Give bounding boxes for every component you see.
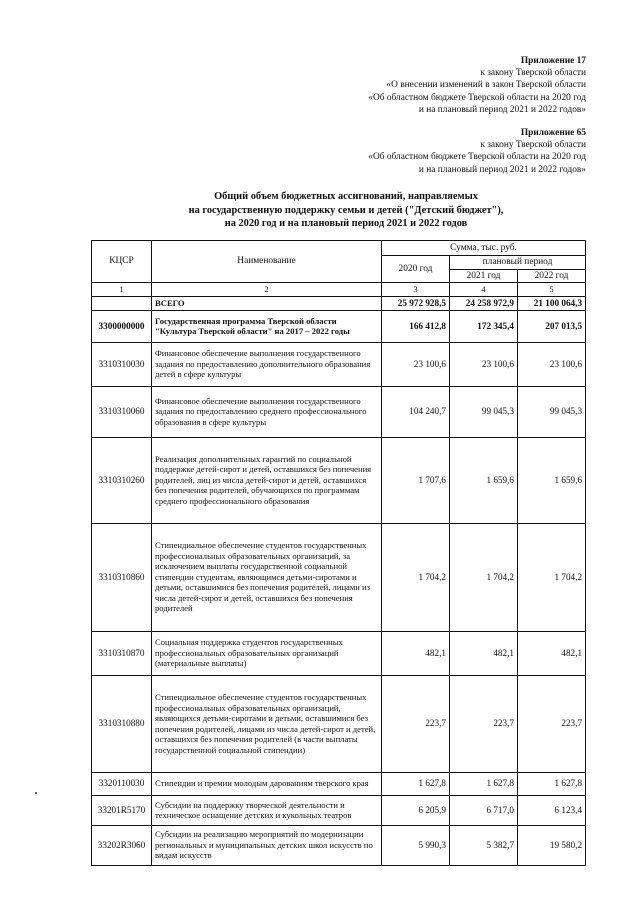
row-name: Государственная программа Тверской области "Культура Тверской области" на 2017 – 2022 годы [152,310,382,342]
row-value-2022: 223,7 [518,675,586,772]
row-value-2022: 482,1 [518,631,586,675]
row-code: 3300000000 [92,310,152,342]
document-title-line: Общий объем бюджетных ассигнований, направляемых [214,191,478,202]
row-value-2021: 24 258 972,9 [450,296,518,310]
row-code [92,296,152,310]
row-value-2021: 1 659,6 [450,437,518,523]
column-index-row [92,283,586,297]
row-name: Финансовое обеспечение выполнения государственного задания по предоставлению среднего профессионального образования в сфере культуры [152,386,382,437]
row-value-2020: 1 627,8 [382,772,450,795]
row-value-2021: 1 627,8 [450,772,518,795]
row-name: Стипендиальное обеспечение студентов государственных профессиональных образовательных организаций, являющихся детьми-сиротами и детьми, оставшимися без попечения родителей, лицами из числа детей-сирот и детей, оставшихся без попечения родителей (в части выплаты государственной социальной стипендии) [152,675,382,772]
appendix-17-title: Приложение 17 [520,56,586,66]
row-value-2021: 6 717,0 [450,795,518,825]
row-value-2022: 99 045,3 [518,386,586,437]
row-value-2020: 166 412,8 [382,310,450,342]
row-value-2021: 223,7 [450,675,518,772]
row-value-2022: 1 627,8 [518,772,586,795]
row-name: Стипендии и премии молодым дарованиям тверского края [152,772,382,795]
document-title [96,190,596,231]
row-value-2020: 104 240,7 [382,386,450,437]
table-row [92,675,586,772]
row-value-2022: 6 123,4 [518,795,586,825]
scan-speck [35,792,37,794]
table-row [92,825,586,865]
row-code: 3310310870 [92,631,152,675]
row-code: 3310310030 [92,342,152,386]
column-index: 4 [450,283,518,297]
appendix-17-line: «О внесении изменений в закон Тверской области [386,80,586,91]
header-name: Наименование [152,241,382,283]
header-year-2022: 2022 год [518,269,586,283]
header-year-2020: 2020 год [382,256,450,283]
row-name: Социальная поддержка студентов государственных профессиональных образовательных организаций (материальные выплаты) [152,631,382,675]
appendix-17-line: к закону Тверской области [480,68,586,79]
header-sum: Сумма, тыс. руб. [382,241,586,256]
row-value-2020: 1 704,2 [382,523,450,631]
row-value-2022: 1 659,6 [518,437,586,523]
table-row [92,772,586,795]
row-value-2020: 1 707,6 [382,437,450,523]
table-row [92,437,586,523]
row-value-2021: 23 100,6 [450,342,518,386]
appendix-65-line: и на плановый период 2021 и 2022 годов» [418,164,586,175]
table-row [92,310,586,342]
row-value-2021: 99 045,3 [450,386,518,437]
row-value-2020: 5 990,3 [382,825,450,865]
row-value-2020: 223,7 [382,675,450,772]
row-value-2022: 21 100 064,3 [518,296,586,310]
row-value-2020: 25 972 928,5 [382,296,450,310]
appendix-65-line: к закону Тверской области [480,140,586,151]
row-value-2022: 19 580,2 [518,825,586,865]
appendix-17-line: «Об областном бюджете Тверской области на 2020 год [368,92,586,103]
row-value-2022: 1 704,2 [518,523,586,631]
table-row [92,631,586,675]
document-title-line: на государственную поддержку семьи и детей ("Детский бюджет"), [188,204,504,216]
column-index: 2 [152,283,382,297]
column-index: 3 [382,283,450,297]
row-value-2022: 207 013,5 [518,310,586,342]
row-name: Финансовое обеспечение выполнения государственного задания по предоставлению дополнительного образования детей в сфере культуры [152,342,382,386]
row-name: ВСЕГО [152,296,382,310]
appendix-17-line: и на плановый период 2021 и 2022 годов» [418,104,586,115]
header-planned-period: плановый период [450,256,586,270]
appendix-17-heading [368,55,586,116]
table-row [92,523,586,631]
header-kcsr: КЦСР [92,241,152,283]
appendix-65-heading [368,127,586,176]
row-code: 33201R5170 [92,795,152,825]
row-code: 3310310880 [92,675,152,772]
row-value-2020: 23 100,6 [382,342,450,386]
row-value-2020: 6 205,9 [382,795,450,825]
row-value-2021: 172 345,4 [450,310,518,342]
header-year-2021: 2021 год [450,269,518,283]
table-row [92,296,586,310]
document-title-line: на 2020 год и на плановый период 2021 и 2022 годов [224,218,468,229]
appendix-65-title: Приложение 65 [520,128,586,138]
budget-table [91,240,586,866]
table-row [92,795,586,825]
row-code: 33202R3060 [92,825,152,865]
row-value-2021: 1 704,2 [450,523,518,631]
row-value-2021: 482,1 [450,631,518,675]
table-row [92,342,586,386]
appendix-65-line: «Об областном бюджете Тверской области на 2020 год [368,152,586,163]
table-header [92,241,586,297]
row-code: 3310310860 [92,523,152,631]
row-name: Субсидии на поддержку творческой деятельности и техническое оснащение детских и кукольных театров [152,795,382,825]
row-value-2022: 23 100,6 [518,342,586,386]
table-body [92,296,586,865]
column-index: 5 [518,283,586,297]
row-name: Субсидии на реализацию мероприятий по модернизации региональных и муниципальных детских школ искусств по видам искусств [152,825,382,865]
row-code: 3320110030 [92,772,152,795]
row-name: Реализация дополнительных гарантий по социальной поддержке детей-сирот и детей, оставшихся без попечения родителей, лиц из числа детей-сирот и детей, оставшихся без попечения родителей, обучающихся по программам среднего профессионального образования [152,437,382,523]
row-code: 3310310060 [92,386,152,437]
table-row [92,386,586,437]
row-value-2020: 482,1 [382,631,450,675]
column-index: 1 [92,283,152,297]
row-value-2021: 5 382,7 [450,825,518,865]
row-name: Стипендиальное обеспечение студентов государственных профессиональных образовательных организаций, за исключением выплаты государственной социальной стипендии студентам, являющимся детьми-сиротами и детьми, оставшимися без попечения родителей, лицами из числа детей-сирот и детей, оставшихся без попечения родителей [152,523,382,631]
row-code: 3310310260 [92,437,152,523]
